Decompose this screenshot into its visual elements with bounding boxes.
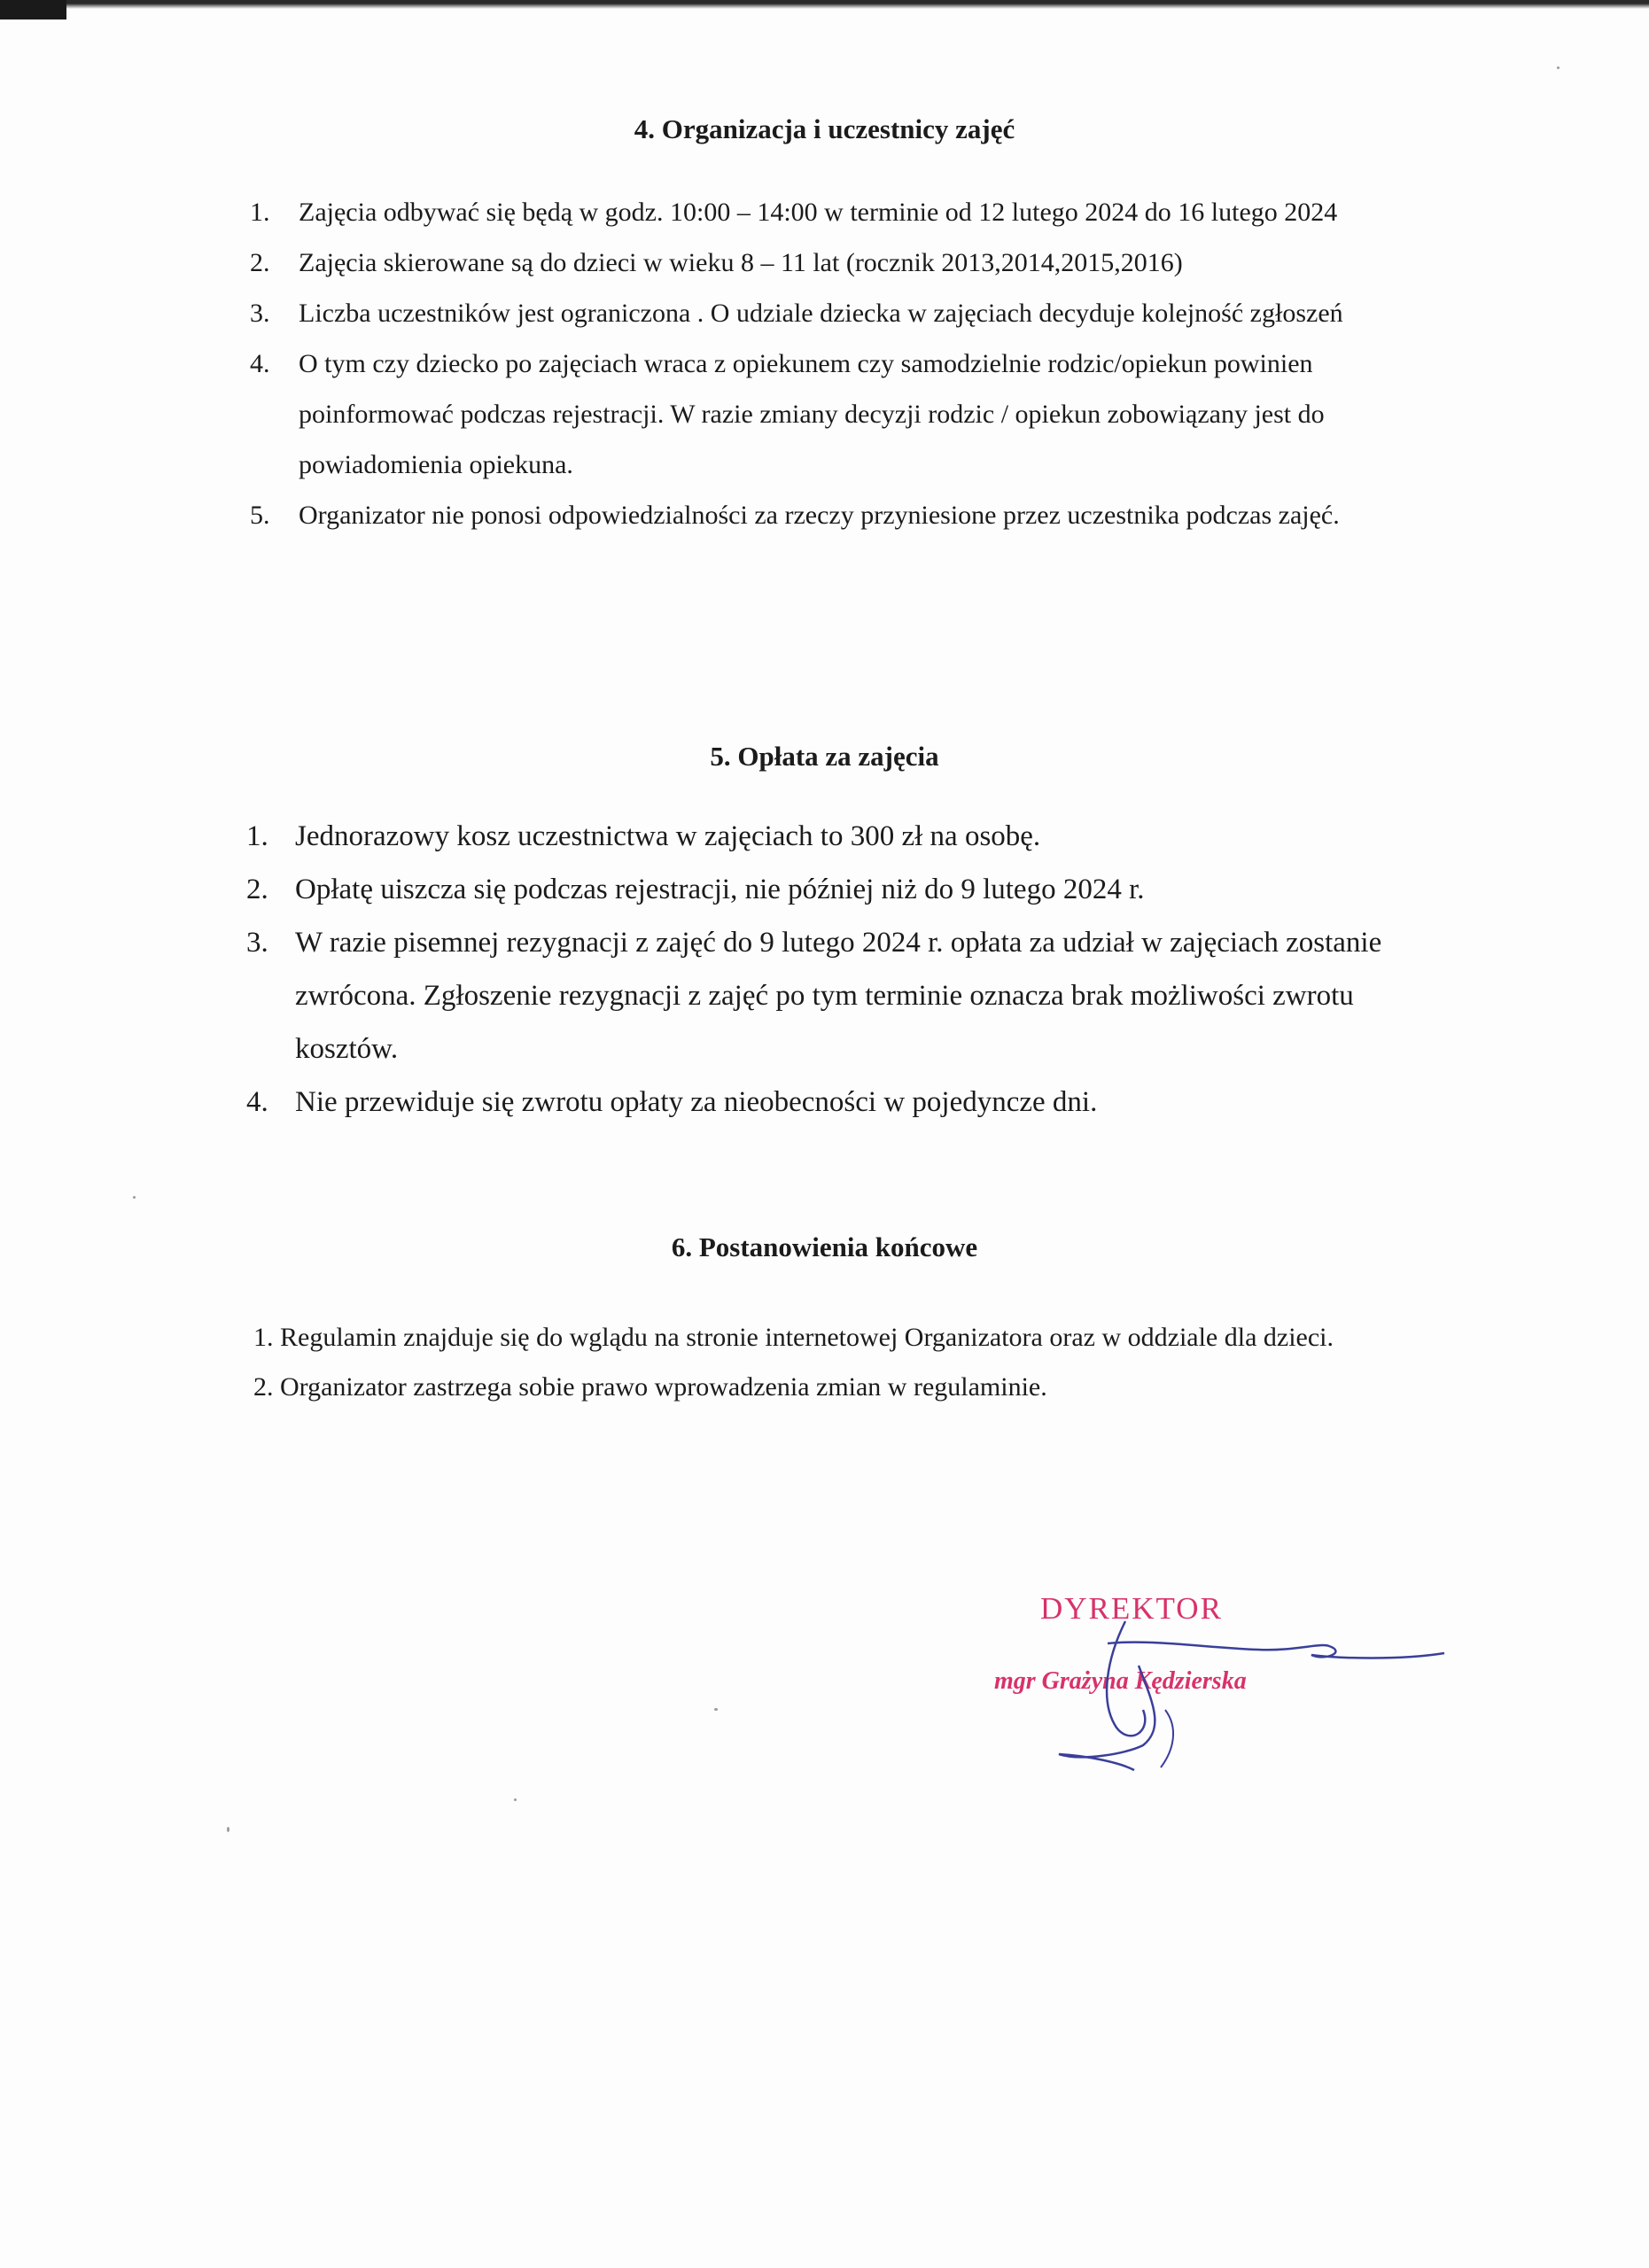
item-text: Nie przewiduje się zwrotu opłaty za nieobecności w pojedyncze dni. bbox=[295, 1086, 1098, 1118]
item-text: 2. Organizator zastrzega sobie prawo wprowadzenia zmian w regulaminie. bbox=[253, 1372, 1047, 1402]
item-text: 1. Regulamin znajduje się do wglądu na stronie internetowej Organizatora oraz w oddziale dla dzieci. bbox=[253, 1323, 1334, 1352]
section-4-list bbox=[250, 187, 1428, 540]
stamp-title: DYREKTOR bbox=[1040, 1591, 1223, 1626]
item-number: 1. bbox=[246, 820, 268, 852]
signature-icon bbox=[975, 1604, 1471, 1772]
item-number: 2. bbox=[250, 248, 270, 277]
list-item bbox=[250, 288, 1428, 338]
scan-speck bbox=[227, 1827, 229, 1832]
item-text: O tym czy dziecko po zajęciach wraca z opiekunem czy samodzielnie rodzic/opiekun powinien poinformować podczas rejestracji. W razie zmiany decyzji rodzic / opiekun zobowiązany jest do powiadomienia opiekuna. bbox=[299, 349, 1325, 479]
list-item bbox=[250, 187, 1428, 237]
list-item bbox=[250, 338, 1428, 490]
section-5-title: 5. Opłata za zajęcia bbox=[710, 741, 939, 772]
item-number: 5. bbox=[250, 501, 270, 530]
list-item bbox=[246, 863, 1425, 916]
section-6-title: 6. Postanowienia końcowe bbox=[671, 1231, 978, 1262]
item-text: Organizator nie ponosi odpowiedzialności za rzeczy przyniesione przez uczestnika podczas zajęć. bbox=[299, 501, 1340, 530]
scan-speck bbox=[133, 1196, 136, 1199]
section-6-list bbox=[253, 1313, 1423, 1412]
list-item bbox=[253, 1363, 1423, 1412]
list-item bbox=[246, 810, 1425, 863]
scan-edge bbox=[0, 0, 1649, 9]
item-number: 1. bbox=[250, 198, 270, 227]
item-text: Zajęcia odbywać się będą w godz. 10:00 – 14:00 w terminie od 12 lutego 2024 do 16 lutego 2024 bbox=[299, 198, 1338, 227]
item-number: 2. bbox=[246, 874, 268, 905]
list-item bbox=[246, 1076, 1425, 1129]
scan-speck bbox=[714, 1708, 718, 1711]
item-text: Zajęcia skierowane są do dzieci w wieku 8 – 11 lat (rocznik 2013,2014,2015,2016) bbox=[299, 248, 1183, 277]
list-item bbox=[250, 237, 1428, 288]
section-4-title: 4. Organizacja i uczestnicy zajęć bbox=[634, 113, 1015, 144]
list-item bbox=[250, 490, 1428, 540]
list-item bbox=[246, 916, 1425, 1076]
item-text: W razie pisemnej rezygnacji z zajęć do 9 lutego 2024 r. opłata za udział w zajęciach zostanie zwrócona. Zgłoszenie rezygnacji z zajęć po tym terminie oznacza brak możliwości zwrotu kosztów. bbox=[295, 927, 1382, 1065]
item-text: Jednorazowy kosz uczestnictwa w zajęciach to 300 zł na osobę. bbox=[295, 820, 1041, 852]
item-number: 3. bbox=[250, 299, 270, 328]
item-number: 4. bbox=[246, 1086, 268, 1118]
scan-speck bbox=[514, 1798, 517, 1801]
section-5-list bbox=[246, 810, 1425, 1129]
list-item bbox=[253, 1313, 1423, 1363]
item-text: Opłatę uiszcza się podczas rejestracji, nie później niż do 9 lutego 2024 r. bbox=[295, 874, 1145, 905]
scan-speck bbox=[1557, 66, 1560, 69]
item-number: 3. bbox=[246, 927, 268, 959]
stamp-name: mgr Grażyna Kędzierska bbox=[994, 1667, 1247, 1695]
scan-corner bbox=[0, 0, 66, 19]
item-number: 4. bbox=[250, 349, 270, 378]
item-text: Liczba uczestników jest ograniczona . O udziale dziecka w zajęciach decyduje kolejność zgłoszeń bbox=[299, 299, 1343, 328]
